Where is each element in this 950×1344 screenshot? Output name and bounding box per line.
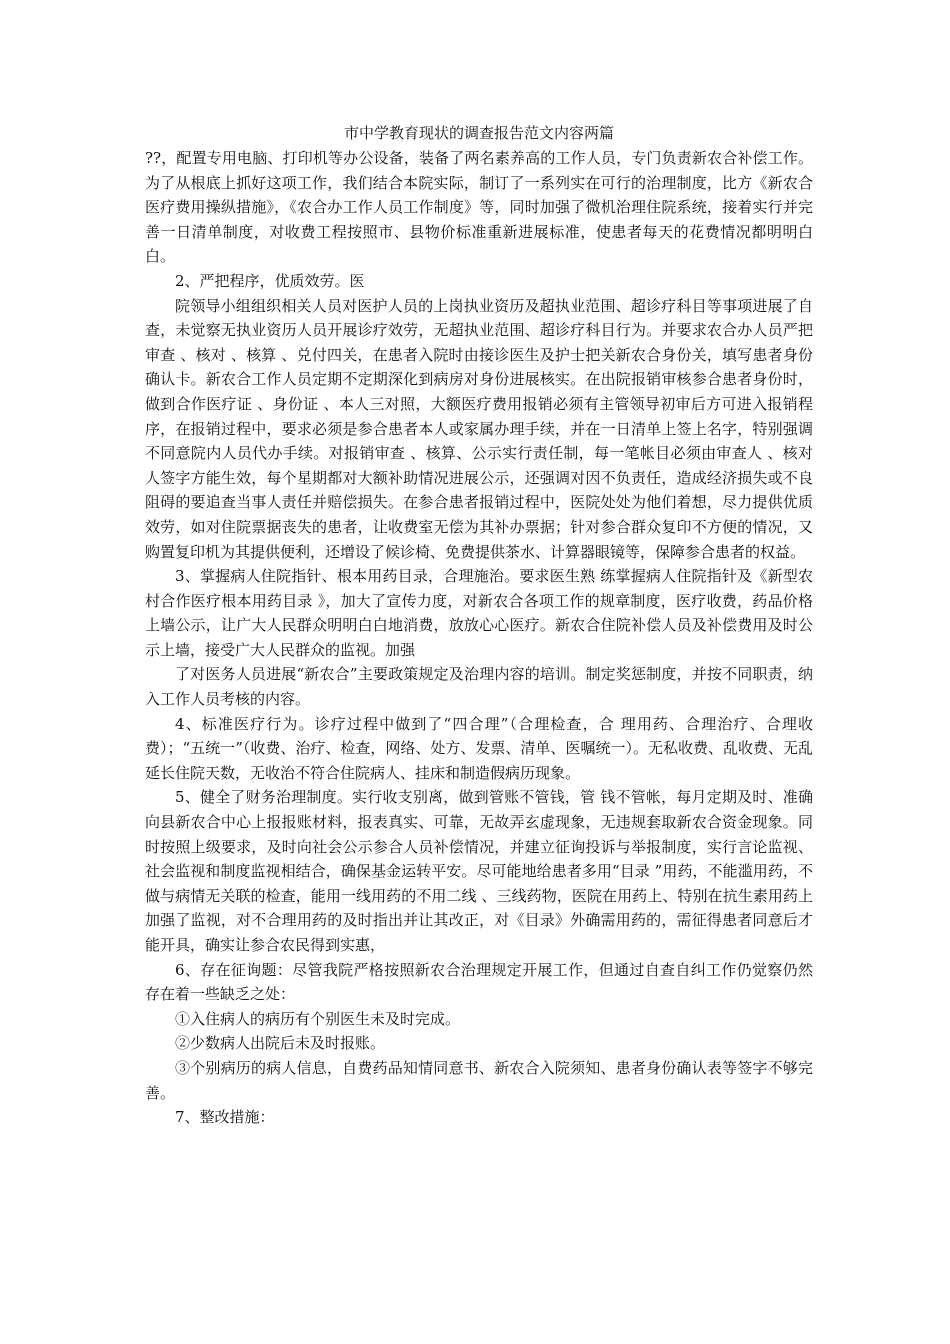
paragraph: 4、标准医疗行为。诊疗过程中做到了“四合理”（合理检查，合 理用药、合理治疗、合理收费）；“五统一”（收费、治疗、检查，网络、处方、发票、清单、医嘱统一）。无私收费、乱收费、无乱延长住院天数，无收治不符合住院病人、挂床和制造假病历现象。 (145, 714, 813, 782)
paragraph: ②少数病人出院后未及时报账。 (175, 1034, 386, 1053)
document-body (145, 146, 813, 1130)
paragraph: 3、掌握病人住院指针、根本用药目录，合理施治。要求医生熟 练掌握病人住院指针及《新型农村合作医疗根本用药目录 》，加大了宣传力度，对新农合各项工作的规章制度，医疗收费，药品价格上墙公示，让广大人民群众明明白白地消费，放放心心医疗。新农合住院补偿人员及补偿费用及时公示上墙，接受广大人民群众的监视。加强 (145, 567, 813, 659)
paragraph: 7、整改措施： (175, 1108, 275, 1127)
document-page (145, 122, 813, 1130)
paragraph: 5、健全了财务治理制度。实行收支别离，做到管账不管钱，管 钱不管帐，每月定期及时、准确向县新农合中心上报报账材料，报表真实、可靠，无故弄玄虚现象，无违规套取新农合资金现象。同时按照上级要求，及时向社会公示参合人员补偿情况，并建立征询投诉与举报制度，实行言论监视、社会监视和制度监视相结合，确保基金运转平安。尽可能地给患者多用“目录 ”用药，不能滥用药，不做与病情无关联的检查，能用一线用药的不用二线 、三线药物，医院在用药上、特别在抗生素用药上加强了监视，对不合理用药的及时指出并让其改正，对《目录》外确需用药的，需征得患者同意后才能开具，确实让参合农民得到实惠， (145, 788, 813, 954)
paragraph: 了对医务人员进展“新农合”主要政策规定及治理内容的培训。制定奖惩制度，并按不同职责，纳入工作人员考核的内容。 (145, 665, 813, 709)
paragraph: ③个别病历的病人信息，自费药品知情同意书、新农合入院须知、患者身份确认表等签字不够完善。 (145, 1058, 813, 1102)
document-title: 市中学教育现状的调查报告范文内容两篇 (343, 124, 614, 142)
paragraph: 2、严把程序，优质效劳。医 (175, 271, 365, 290)
paragraph: ①入住病人的病历有个别医生未及时完成。 (175, 1009, 461, 1028)
paragraph: ??，配置专用电脑、打印机等办公设备，装备了两名素养高的工作人员，专门负责新农合补偿工作。为了从根底上抓好这项工作，我们结合本院实际，制订了一系列实在可行的治理制度，比方《新农合医疗费用操纵措施》，《农合办工作人员工作制度》等，同时加强了微机治理住院系统，接着实行并完善一日清单制度，对收费工程按照市、县物价标准重新进展标准，使患者每天的花费情况都明明白白。 (145, 149, 813, 266)
paragraph: 院领导小组组织相关人员对医护人员的上岗执业资历及超执业范围、超诊疗科目等事项进展了自查，未觉察无执业资历人员开展诊疗效劳，无超执业范围、超诊疗科目行为。并要求农合办人员严把审查 、核对 、核算 、兑付四关，在患者入院时由接诊医生及护士把关新农合身份关，填写患者身份确认卡。新农合工作人员定期不定期深化到病房对身份进展核实。在出院报销审核参合患者身份时，做到合作医疗证 、身份证 、本人三对照，大额医疗费用报销必须有主管领导初审后方可进入报销程序，在报销过程中，要求必须是参合患者本人或家属办理手续，并在一日清单上签上名字，特别强调不同意院内人员代办手续。对报销审查 、核算、公示实行责任制，每一笔帐目必须由审查人 、核对人签字方能生效，每个星期都对大额补助情况进展公示，还强调对因不负责任，造成经济损失或不良阻碍的要追查当事人责任并赔偿损失。在参合患者报销过程中，医院处处为他们着想，尽力提供优质效劳，如对住院票据丧失的患者，让收费室无偿为其补办票据；针对参合群众复印不方便的情况，又购置复印机为其提供便利，还增设了候诊椅、免费提供茶水、计算器眼镜等，保障参合患者的权益。 (145, 296, 813, 561)
paragraph: 6、存在征询题：尽管我院严格按照新农合治理规定开展工作，但通过自查自纠工作仍觉察仍然存在着一些缺乏之处： (145, 960, 813, 1004)
